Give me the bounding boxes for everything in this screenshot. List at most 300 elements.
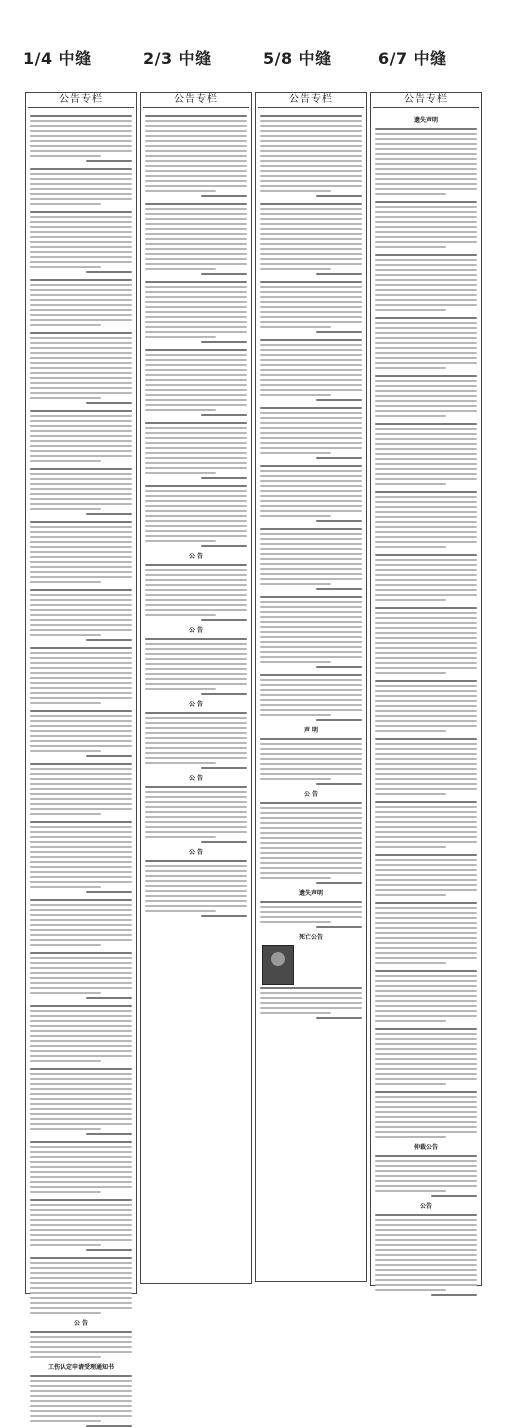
text-line [30, 972, 132, 974]
text-line [375, 710, 477, 712]
text-line [30, 1010, 132, 1012]
text-line [30, 962, 132, 964]
text-line [375, 778, 477, 780]
text-line [30, 1113, 132, 1115]
text-line [30, 1088, 132, 1090]
signature-line [86, 160, 132, 162]
text-line [375, 617, 477, 619]
text-line [375, 183, 477, 185]
text-line [260, 344, 362, 346]
text-line [145, 427, 247, 429]
text-line [30, 488, 132, 490]
notice-block [375, 902, 477, 964]
text-line [145, 683, 247, 685]
text-line [30, 808, 132, 810]
text-line [30, 619, 132, 621]
text-line [30, 846, 132, 848]
text-line [260, 646, 362, 648]
text-line [375, 907, 477, 909]
text-line [375, 826, 477, 828]
text-line [145, 115, 247, 117]
notice-block [30, 1375, 132, 1427]
notice-column-2 [140, 92, 252, 1284]
text-line [30, 944, 101, 946]
text-line [145, 452, 247, 454]
notice-block [145, 564, 247, 621]
text-line [260, 807, 362, 809]
text-line [145, 589, 247, 591]
text-line [30, 1395, 132, 1397]
text-line [260, 291, 362, 293]
text-line [375, 415, 446, 417]
text-line [30, 1375, 132, 1377]
text-line [260, 679, 362, 681]
text-line [30, 836, 132, 838]
text-line [30, 1156, 132, 1158]
text-line [30, 387, 132, 389]
notice-block [375, 254, 477, 311]
column-header-2: 2/3 中缝 [143, 49, 212, 68]
text-line [30, 662, 132, 664]
text-line [375, 952, 477, 954]
text-line [260, 354, 362, 356]
text-line [375, 327, 477, 329]
text-line [375, 443, 477, 445]
text-line [30, 1415, 132, 1417]
text-line [145, 717, 247, 719]
text-line [30, 309, 132, 311]
text-line [30, 450, 132, 452]
text-line [30, 1073, 132, 1075]
text-line [260, 490, 362, 492]
text-line [375, 362, 477, 364]
notice-heading: 公 告 [188, 553, 204, 560]
text-line [30, 1302, 132, 1304]
text-line [30, 420, 132, 422]
notice-heading: 声 明 [303, 727, 319, 734]
text-line [145, 467, 247, 469]
column-body [30, 113, 132, 1371]
text-line [260, 548, 362, 550]
text-line [30, 571, 132, 573]
text-line [145, 895, 247, 897]
text-line [30, 982, 132, 984]
text-line [30, 1385, 132, 1387]
text-line [260, 906, 362, 908]
text-line [260, 601, 362, 603]
text-line [30, 425, 132, 427]
text-line [260, 852, 362, 854]
text-line [260, 515, 331, 517]
text-line [30, 1161, 132, 1163]
text-line [145, 374, 247, 376]
text-line [145, 223, 247, 225]
text-line [375, 753, 477, 755]
text-line [30, 1297, 132, 1299]
text-line [375, 1015, 477, 1017]
text-line [145, 500, 247, 502]
text-line [375, 423, 477, 425]
notice-block [145, 422, 247, 479]
text-line [375, 337, 477, 339]
text-line [375, 216, 477, 218]
text-line [145, 263, 247, 265]
text-line [375, 962, 446, 964]
text-line [30, 556, 132, 558]
text-line [30, 798, 132, 800]
text-line [375, 695, 477, 697]
text-line [375, 652, 477, 654]
text-line [260, 470, 362, 472]
text-line [30, 541, 132, 543]
text-line [30, 397, 101, 399]
column-body [145, 113, 247, 1277]
text-line [145, 404, 247, 406]
text-line [30, 1166, 132, 1168]
text-line [375, 715, 477, 717]
text-line [375, 917, 477, 919]
text-line [30, 957, 132, 959]
text-line [375, 483, 446, 485]
signature-line [201, 915, 247, 917]
text-line [30, 1030, 132, 1032]
text-line [260, 447, 362, 449]
text-line [145, 505, 247, 507]
notice-block [260, 738, 362, 785]
text-line [375, 859, 477, 861]
text-line [375, 1269, 477, 1271]
text-line [375, 1160, 477, 1162]
text-line [260, 203, 362, 205]
signature-line [316, 783, 362, 785]
notice-heading: 遗失声明 [413, 117, 438, 124]
text-line [30, 1108, 132, 1110]
text-line [30, 1287, 132, 1289]
notice-block [30, 1068, 132, 1135]
text-line [375, 153, 477, 155]
text-line [375, 1068, 477, 1070]
notice-heading: 仲裁公告 [413, 1144, 438, 1151]
column-title: 公告专栏 [143, 93, 249, 108]
text-line [375, 783, 477, 785]
text-line [375, 927, 477, 929]
text-line [145, 495, 247, 497]
text-line [30, 362, 132, 364]
text-line [145, 233, 247, 235]
text-line [260, 921, 331, 923]
text-line [30, 740, 132, 742]
text-line [30, 546, 132, 548]
text-line [260, 208, 362, 210]
text-line [260, 817, 362, 819]
text-line [30, 1176, 132, 1178]
text-line [30, 589, 132, 591]
text-line [30, 435, 132, 437]
text-line [145, 688, 216, 690]
text-line [30, 1068, 132, 1070]
text-line [375, 380, 477, 382]
signature-line [86, 1249, 132, 1251]
text-line [260, 631, 362, 633]
text-line [30, 521, 132, 523]
text-line [30, 120, 132, 122]
text-line [30, 1045, 132, 1047]
text-line [375, 357, 477, 359]
text-line [145, 900, 247, 902]
text-line [30, 299, 132, 301]
text-line [260, 155, 362, 157]
text-line [375, 211, 477, 213]
text-line [375, 1063, 477, 1065]
text-line [145, 258, 247, 260]
text-line [375, 1121, 477, 1123]
text-line [30, 672, 132, 674]
text-line [30, 1181, 132, 1183]
text-line [145, 757, 247, 759]
notice-block [375, 128, 477, 195]
text-line [375, 410, 477, 412]
text-line [145, 905, 247, 907]
text-line [260, 992, 362, 994]
text-line [30, 478, 132, 480]
text-line [30, 750, 101, 752]
text-line [375, 506, 477, 508]
text-line [260, 218, 362, 220]
text-line [260, 862, 362, 864]
text-line [30, 536, 132, 538]
text-line [30, 1219, 132, 1221]
text-line [30, 576, 132, 578]
notice-block [375, 1155, 477, 1197]
text-line [30, 730, 132, 732]
text-line [30, 929, 132, 931]
text-line [260, 505, 362, 507]
text-line [375, 672, 446, 674]
text-line [375, 526, 477, 528]
text-line [30, 581, 101, 583]
text-line [375, 1274, 477, 1276]
text-line [375, 894, 446, 896]
text-line [260, 306, 362, 308]
text-line [145, 722, 247, 724]
text-line [260, 694, 362, 696]
text-line [30, 914, 132, 916]
text-line [145, 190, 216, 192]
text-line [375, 400, 477, 402]
text-line [260, 611, 362, 613]
text-line [260, 656, 362, 658]
text-line [260, 857, 362, 859]
text-line [375, 1028, 477, 1030]
column-title: 公告专栏 [28, 93, 134, 108]
text-line [30, 1128, 101, 1130]
text-line [30, 216, 132, 218]
signature-line [316, 399, 362, 401]
text-line [375, 1106, 477, 1108]
text-line [260, 802, 362, 804]
text-line [375, 264, 477, 266]
notice-heading: 公 告 [188, 849, 204, 856]
text-line [30, 826, 132, 828]
text-line [30, 876, 132, 878]
text-line [145, 208, 247, 210]
notice-block [375, 554, 477, 601]
text-line [145, 248, 247, 250]
text-line [30, 498, 132, 500]
text-line [145, 530, 247, 532]
text-line [30, 788, 132, 790]
text-line [30, 1234, 132, 1236]
text-line [30, 1151, 132, 1153]
text-line [260, 738, 362, 740]
text-line [30, 604, 132, 606]
text-line [145, 422, 247, 424]
signature-line [201, 414, 247, 416]
text-line [260, 872, 362, 874]
text-line [145, 604, 247, 606]
text-line [30, 710, 132, 712]
notice-block [145, 485, 247, 547]
text-line [30, 503, 132, 505]
text-line [30, 289, 132, 291]
text-line [260, 641, 362, 643]
text-line [260, 185, 362, 187]
text-line [375, 1053, 477, 1055]
text-line [145, 213, 247, 215]
signature-line [316, 520, 362, 522]
text-line [375, 501, 477, 503]
text-line [375, 1279, 477, 1281]
text-line [260, 268, 331, 270]
text-line [145, 125, 247, 127]
text-line [30, 1331, 132, 1333]
text-line [375, 1185, 477, 1187]
text-line [375, 811, 477, 813]
text-line [260, 763, 362, 765]
text-line [30, 773, 132, 775]
text-line [375, 347, 477, 349]
text-line [30, 284, 132, 286]
text-line [30, 667, 132, 669]
text-line [260, 674, 362, 676]
text-line [375, 806, 477, 808]
text-line [375, 453, 477, 455]
notice-block [30, 647, 132, 704]
text-line [145, 663, 247, 665]
notice-column-4 [370, 92, 482, 1286]
text-line [375, 433, 477, 435]
signature-line [201, 767, 247, 769]
text-line [145, 437, 247, 439]
text-line [375, 1170, 477, 1172]
text-line [260, 120, 362, 122]
text-line [375, 536, 477, 538]
notice-block [260, 528, 362, 590]
text-line [145, 228, 247, 230]
text-line [30, 1083, 132, 1085]
text-line [375, 763, 477, 765]
text-line [375, 390, 477, 392]
text-line [30, 178, 132, 180]
text-line [375, 720, 477, 722]
text-line [145, 742, 247, 744]
notice-block [375, 1214, 477, 1296]
text-line [145, 359, 247, 361]
text-line [260, 369, 362, 371]
text-line [145, 238, 247, 240]
notice-heading: 工伤认定申请受理通知书 [47, 1364, 114, 1371]
text-line [30, 566, 132, 568]
text-line [260, 480, 362, 482]
text-line [145, 599, 247, 601]
text-line [30, 1118, 132, 1120]
text-line [145, 885, 247, 887]
text-line [30, 1020, 132, 1022]
text-line [375, 874, 477, 876]
notice-block [145, 281, 247, 343]
text-line [375, 912, 477, 914]
notice-block [30, 821, 132, 893]
signature-line [316, 195, 362, 197]
text-line [30, 609, 132, 611]
text-line [375, 932, 477, 934]
signature-line [86, 271, 132, 273]
text-line [30, 851, 132, 853]
text-line [375, 405, 477, 407]
text-line [375, 317, 477, 319]
text-line [145, 806, 247, 808]
text-line [375, 607, 477, 609]
text-line [30, 1123, 132, 1125]
text-line [375, 1289, 446, 1291]
text-line [375, 1111, 477, 1113]
text-line [375, 1214, 477, 1216]
signature-line [86, 402, 132, 404]
text-line [375, 309, 446, 311]
notice-column-3 [255, 92, 367, 1282]
signature-line [86, 997, 132, 999]
text-line [30, 763, 132, 765]
text-line [260, 699, 362, 701]
text-line [145, 218, 247, 220]
text-line [375, 1155, 477, 1157]
notice-block [30, 589, 132, 641]
signature-line [201, 341, 247, 343]
text-line [375, 1000, 477, 1002]
text-line [375, 690, 477, 692]
text-line [260, 389, 362, 391]
text-line [375, 748, 477, 750]
text-line [145, 890, 247, 892]
text-line [30, 372, 132, 374]
text-line [260, 827, 362, 829]
text-line [375, 143, 477, 145]
notice-block [260, 987, 362, 1019]
column-body [260, 113, 362, 1275]
text-line [145, 185, 247, 187]
text-line [145, 331, 247, 333]
text-line [375, 1219, 477, 1221]
text-line [145, 525, 247, 527]
text-line [375, 438, 477, 440]
text-line [260, 253, 362, 255]
text-line [375, 1058, 477, 1060]
text-line [375, 1096, 477, 1098]
text-line [145, 762, 216, 764]
text-line [145, 791, 247, 793]
text-line [375, 511, 477, 513]
text-line [145, 564, 247, 566]
